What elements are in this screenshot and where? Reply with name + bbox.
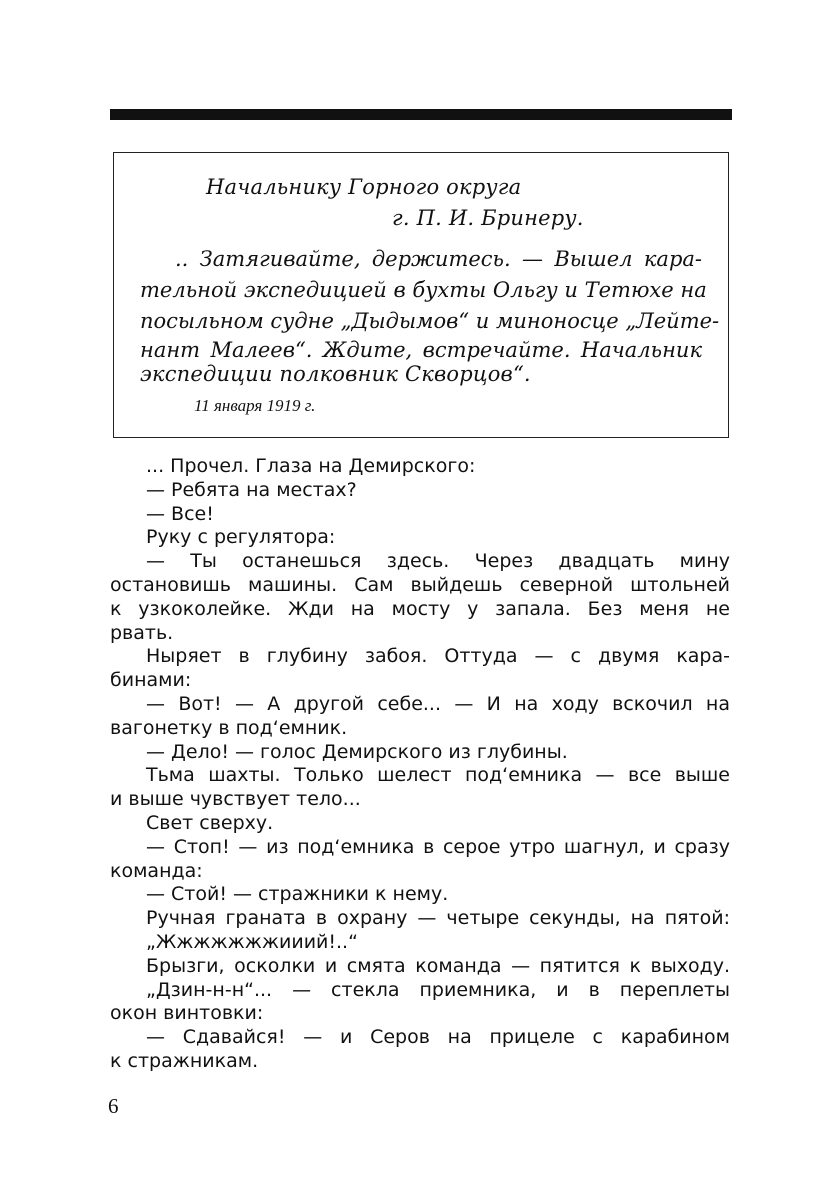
- text-line: Тьма шахты. Только шелест под‘емника — все выше: [146, 764, 730, 787]
- text-line: — Дело! — голос Демирского из глубины.: [146, 740, 568, 763]
- text-line: рвать.: [110, 621, 174, 644]
- text-line: — Вот! — А другой себе... — И на ходу вскочил на: [146, 692, 730, 715]
- text-line: ... Прочел. Глаза на Демирского:: [146, 455, 476, 477]
- telegram-address-line-2: г. П. И. Бринеру.: [392, 206, 584, 230]
- telegram-body-line: .. Затягивайте, держитесь. — Вышел кара-: [175, 247, 702, 271]
- text-line: — Стоп! — из под‘емника в серое утро шагнул, и сразу: [146, 835, 730, 858]
- text-line: и выше чувствует тело...: [110, 788, 361, 811]
- telegram-body-line: посыльном судне „Дыдымов“ и миноносце „Лейте-: [140, 309, 720, 333]
- narrative-text: [110, 455, 730, 1074]
- text-line: остановишь машины. Сам выйдешь северной штольней: [110, 573, 730, 596]
- text-line: Ручная граната в охрану — четыре секунды, на пятой:: [146, 907, 730, 930]
- telegram-body-line: тельной экспедицией в бухты Ольгу и Тетюхе на: [140, 278, 707, 302]
- text-line: Свет сверху.: [146, 811, 274, 834]
- page-number: 6: [108, 1094, 119, 1118]
- text-line: бинами:: [110, 669, 192, 692]
- text-line: окон винтовки:: [110, 1002, 264, 1025]
- text-line: команда:: [110, 859, 203, 882]
- telegram-date: 11 января 1919 г.: [194, 396, 316, 415]
- text-line: Руку с регулятора:: [146, 526, 336, 549]
- text-line: „Жжжжжжжииий!..“: [146, 930, 358, 953]
- text-line: — Стой! — стражники к нему.: [146, 883, 449, 906]
- text-line: — Ты останешься здесь. Через двадцать мину: [146, 550, 730, 573]
- text-line: Брызги, осколки и смята команда — пятится к выходу.: [146, 954, 730, 977]
- text-line: — Все!: [146, 502, 214, 525]
- text-line: Ныряет в глубину забоя. Оттуда — с двумя кара-: [146, 645, 730, 668]
- telegram-body-line: экспедиции полковник Скворцов“.: [140, 362, 531, 386]
- top-rule: [110, 109, 732, 120]
- text-line: — Ребята на местах?: [146, 478, 357, 501]
- text-line: „Дзин-н-н“... — стекла приемника, и в переплеты: [146, 978, 730, 1001]
- telegram-body-line: нант Малеев“. Ждите, встречайте. Начальник: [140, 338, 702, 362]
- text-line: вагонетку в под‘емник.: [110, 716, 348, 739]
- telegram-address-line-1: Начальнику Горного округа: [206, 175, 522, 199]
- text-line: к узкоколейке. Жди на мосту у запала. Без меня не: [110, 597, 730, 620]
- text-line: — Сдавайся! — и Серов на прицеле с карабином: [146, 1026, 730, 1049]
- text-line: к стражникам.: [110, 1049, 259, 1072]
